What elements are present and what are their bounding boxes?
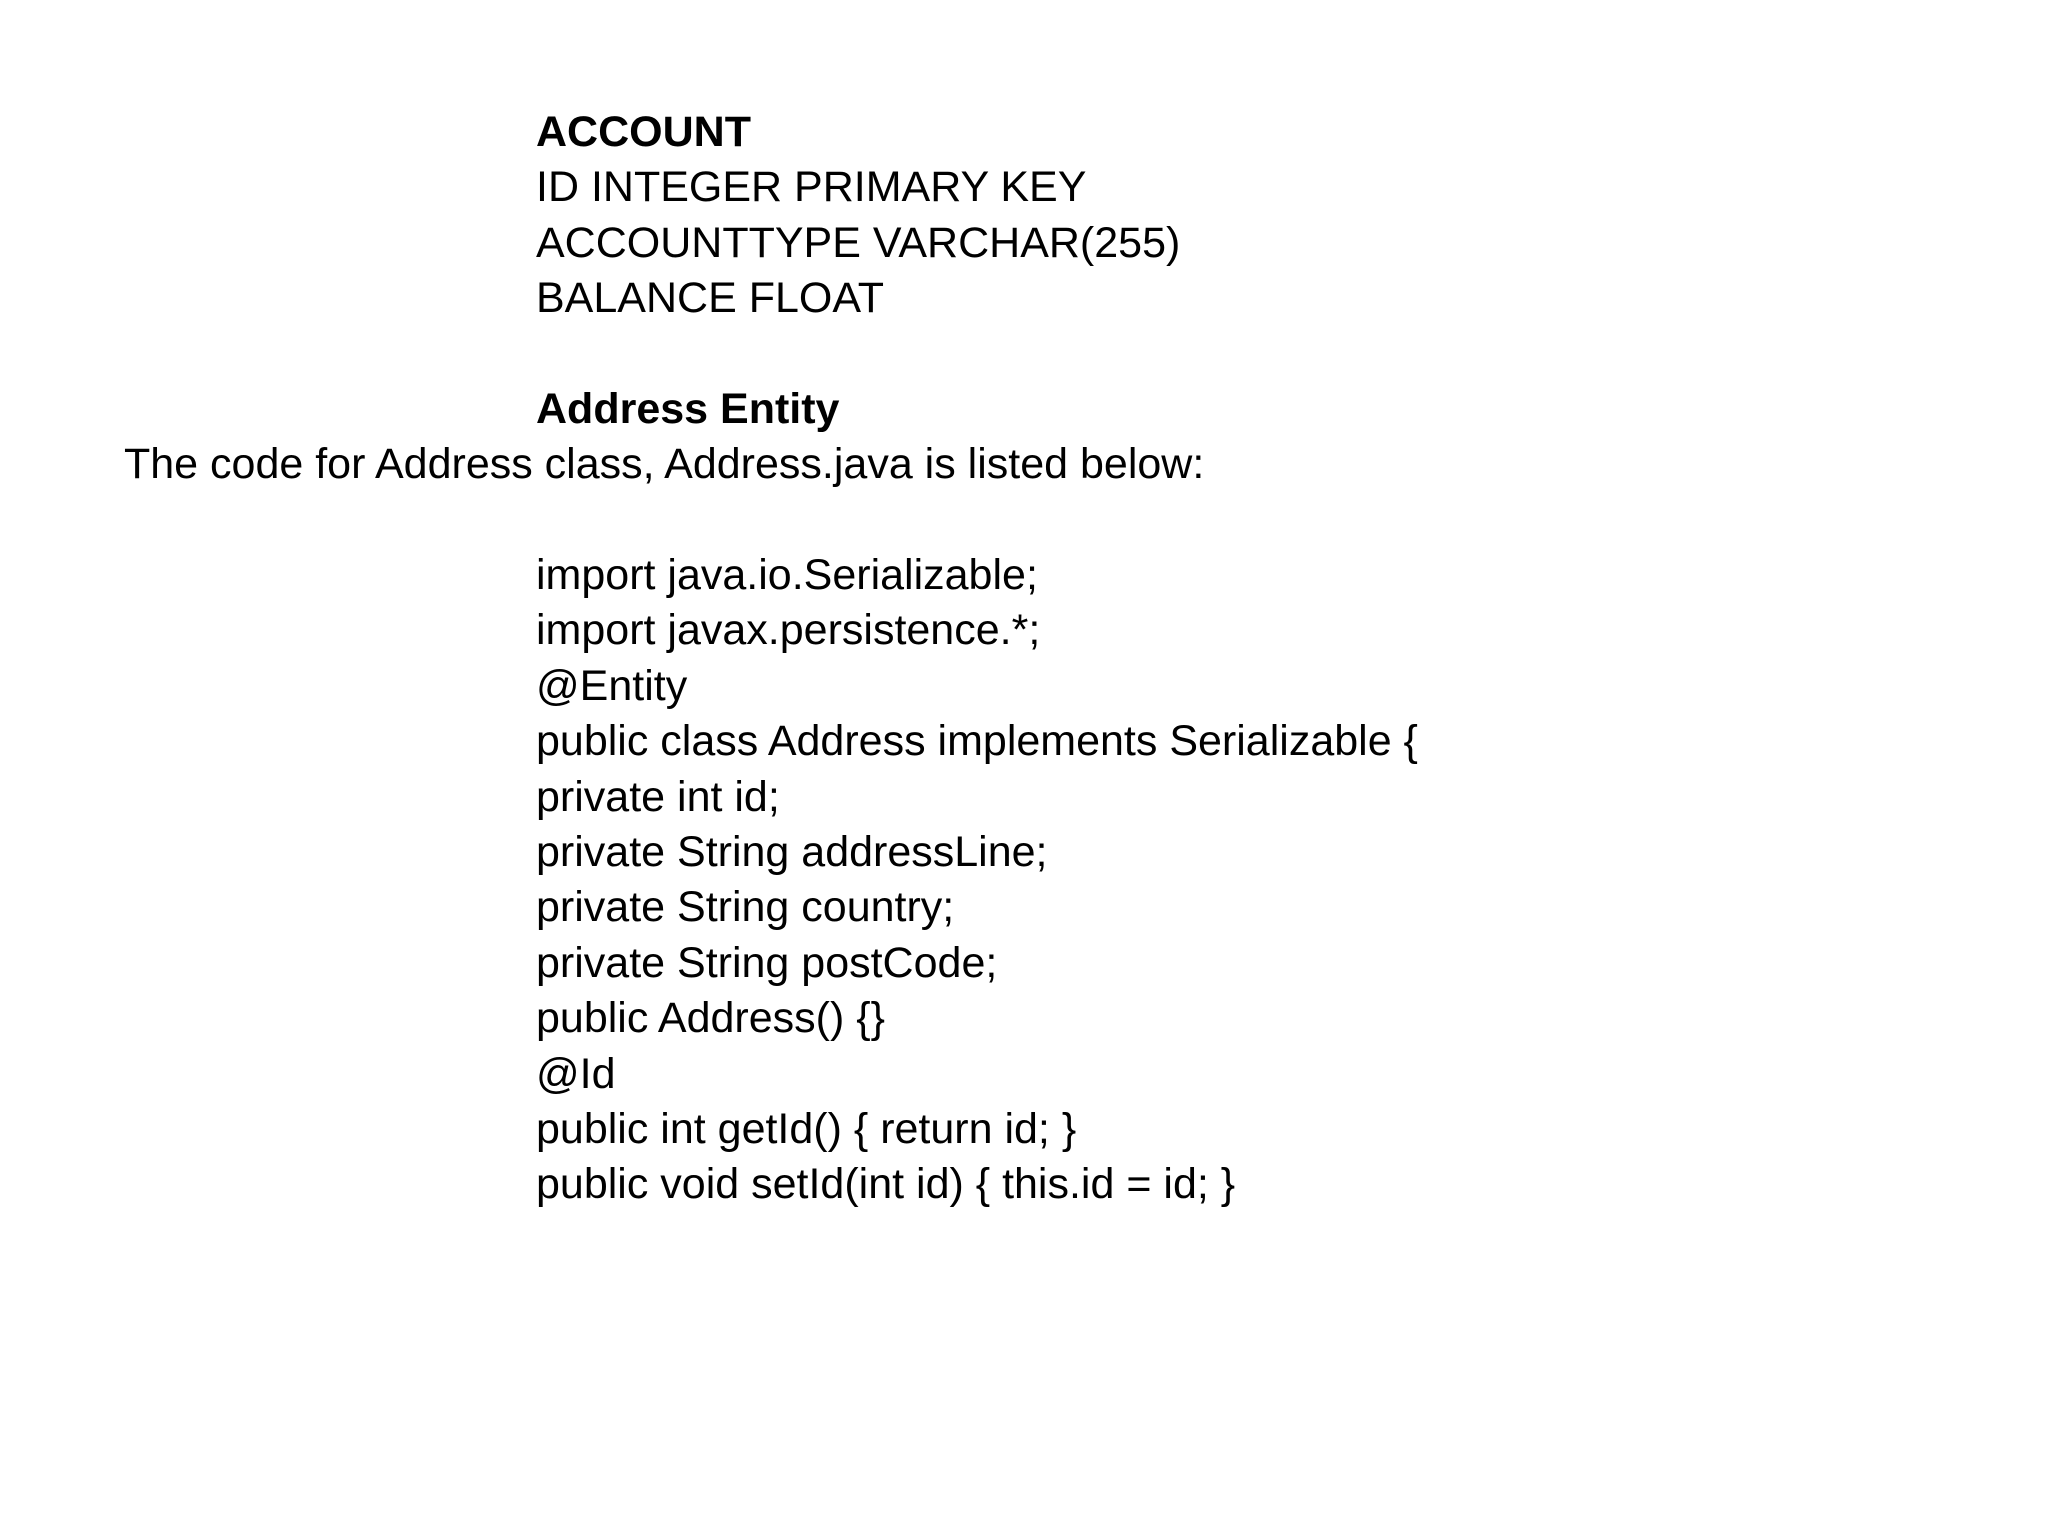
code-line: public int getId() { return id; } <box>536 1105 1077 1154</box>
code-line: public void setId(int id) { this.id = id; } <box>536 1160 1236 1209</box>
code-line: import javax.persistence.*; <box>536 606 1041 655</box>
code-line: @Id <box>536 1049 616 1098</box>
account-column-id: ID INTEGER PRIMARY KEY <box>536 163 1087 212</box>
code-line: public class Address implements Serializable { <box>536 717 1418 766</box>
code-line: import java.io.Serializable; <box>536 551 1038 599</box>
code-line: private String addressLine; <box>536 828 1048 877</box>
account-table-title: ACCOUNT <box>536 108 751 156</box>
code-line: private int id; <box>536 772 780 821</box>
address-entity-heading: Address Entity <box>536 385 840 433</box>
address-entity-section <box>536 382 839 437</box>
account-table-definition <box>536 105 1180 327</box>
code-line: public Address() {} <box>536 994 885 1043</box>
account-column-balance: BALANCE FLOAT <box>536 274 885 323</box>
code-line: private String postCode; <box>536 938 998 987</box>
code-line: @Entity <box>536 661 688 710</box>
account-column-accounttype: ACCOUNTTYPE VARCHAR(255) <box>536 218 1181 267</box>
address-intro-text: The code for Address class, Address.java is listed below: <box>124 440 1205 488</box>
code-listing <box>536 548 1418 1213</box>
code-line: private String country; <box>536 883 955 932</box>
